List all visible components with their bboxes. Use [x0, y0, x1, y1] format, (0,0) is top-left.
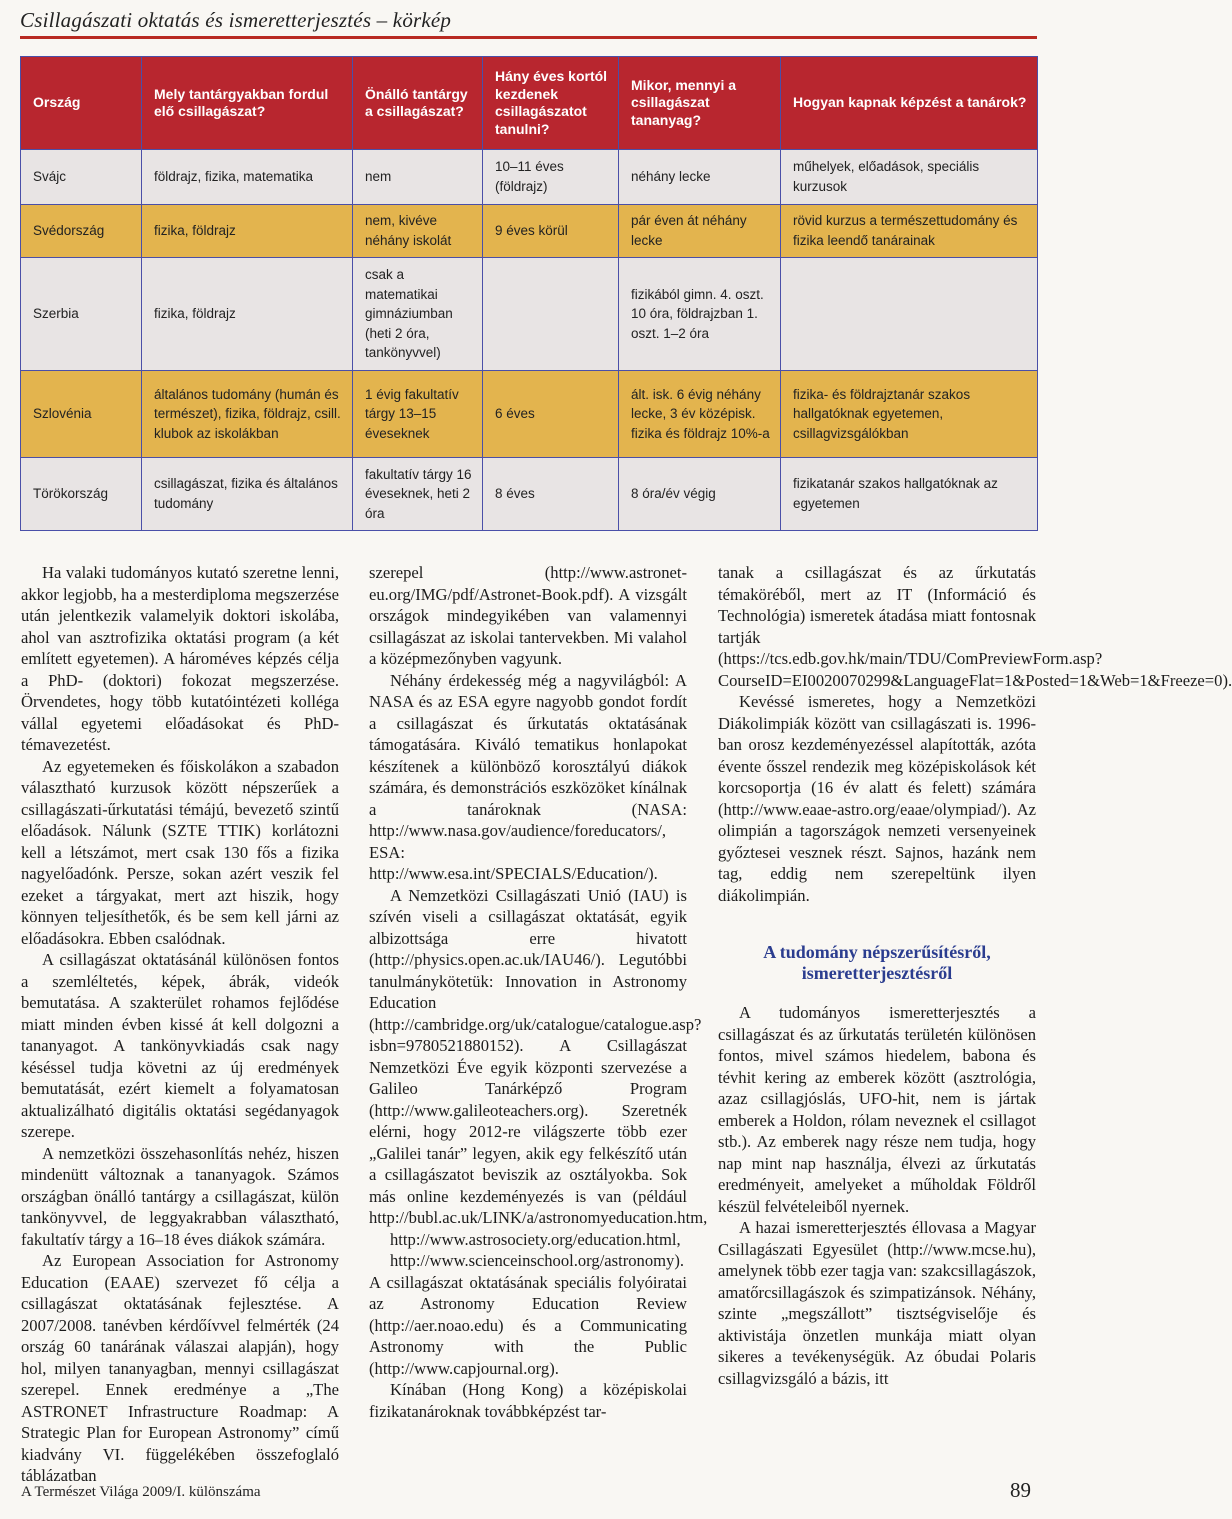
header-standalone: Önálló tantárgy a csillagászat?: [353, 57, 483, 150]
header-rule: [20, 36, 1037, 39]
table-cell: 9 éves körül: [483, 205, 619, 258]
header-country: Ország: [21, 57, 142, 150]
table-cell: rövid kurzus a természettudomány és fizika leendő tanárainak: [781, 205, 1038, 258]
text-column-3: [718, 562, 1232, 1389]
paragraph: http://www.scienceinschool.org/astronomy). A csillagászat oktatásának speciális folyóiratai az Astronomy Education Review (http://aer.noao.edu) és a Communicating Astronomy with the Public (http://www.capjournal.org).: [369, 1251, 687, 1378]
table-cell: Svédország: [21, 205, 142, 258]
table-cell: csak a matematikai gimnáziumban (heti 2 óra, tankönyvvel): [353, 258, 483, 371]
table-cell: néhány lecke: [619, 150, 781, 205]
table-cell: fizikatanár szakos hallgatóknak az egyetemen: [781, 458, 1038, 531]
table-cell: általános tudomány (humán és természet), fizika, földrajz, csill. klubok az iskolákban: [142, 371, 353, 458]
table-cell: Törökország: [21, 458, 142, 531]
table-cell: csillagászat, fizika és általános tudomány: [142, 458, 353, 531]
table-cell: ált. isk. 6 évig néhány lecke, 3 év középisk. fizika és földrajz 10%-a: [619, 371, 781, 458]
paragraph: Az European Association for Astronomy Education (EAAE) szervezet fő célja a csillagászat oktatásának fejlesztése. A 2007/2008. tanévben kérdőívvel felmérték (24 ország 60 tanárának válaszai alapján), hogy hol, milyen tananyagban, mennyi csillagászat szerepel. Ennek eredménye a „The ASTRONET Infrastructure Roadmap: A Strategic Plan for European Astronomy” című kiadvány VI. függelékében összefoglaló táblázatban: [21, 1251, 339, 1485]
table-cell: [483, 258, 619, 371]
table-header-row: [21, 57, 1038, 150]
journal-footer: A Természet Világa 2009/I. különszáma: [21, 1484, 261, 1500]
table-row: [21, 205, 1038, 258]
paragraph: Néhány érdekesség még a nagyvilágból: A NASA és az ESA egyre nagyobb gondot fordít a csillagászat és űrkutatás oktatásának támogatására. Kiváló tematikus honlapokat készítenek a különböző korosztályú diákok számára, és demonstrációs eszközöket kínálnak a tanároknak (NASA: http://www.nasa.gov/audience/foreducators/, ESA: http://www.esa.int/SPECIALS/Education/).: [369, 670, 687, 883]
table-cell: fakultatív tárgy 16 éveseknek, heti 2 óra: [353, 458, 483, 531]
table-cell: 8 éves: [483, 458, 619, 531]
header-subjects: Mely tantárgyakban fordul elő csillagászat?: [142, 57, 353, 150]
page-number: 89: [1010, 1478, 1031, 1502]
paragraph: A csillagászat oktatásánál különösen fontos a szemléltetés, képek, ábrák, videók bemutatása. A szakterület rohamos fejlődése miatt minden évben kissé át kell dolgozni a tananyagot. A tankönyvkiadás csak nagy késéssel tudja követni az új eredmények bemutatását, ezért kiemelt a folyamatosan aktualizálható digitális oktatási segédanyagok szerepe.: [21, 950, 339, 1141]
table-cell: [781, 258, 1038, 371]
text-column-1: [21, 562, 339, 1487]
table-row: [21, 258, 1038, 371]
paragraph: tanak a csillagászat és az űrkutatás témaköréből, mert az IT (Információ és Technológia) ismeretek átadása miatt fontosnak tartják (https://tcs.edb.gov.hk/main/TDU/ComPreviewForm.asp?CourseID=EI0020070299&LanguageFlat=1&Posted=1&Web=1&Freeze=0).: [718, 563, 1232, 690]
running-title: Csillagászati oktatás és ismeretterjesztés – körkép: [20, 8, 452, 32]
table-cell: fizika, földrajz: [142, 258, 353, 371]
table-cell: földrajz, fizika, matematika: [142, 150, 353, 205]
paragraph: Kínában (Hong Kong) a középiskolai fizikatanároknak továbbképzést tar-: [369, 1380, 687, 1421]
table-cell: fizika, földrajz: [142, 205, 353, 258]
table-cell: Svájc: [21, 150, 142, 205]
text-column-2: [369, 562, 708, 1422]
header-amount: Mikor, mennyi a csillagászat tananyag?: [619, 57, 781, 150]
table-cell: nem, kivéve néhány iskolát: [353, 205, 483, 258]
table-cell: 6 éves: [483, 371, 619, 458]
header-teacher-training: Hogyan kapnak képzést a tanárok?: [781, 57, 1038, 150]
paragraph: A Nemzetközi Csillagászati Unió (IAU) is szívén viseli a csillagászat oktatását, egyik albizottsága erre hivatott (http://physics.open.ac.uk/IAU46/). Legutóbbi tanulmánykötetük: Innovation in Astronomy Education (http://cambridge.org/uk/catalogue/catalogue.asp?isbn=9780521880152). A Csillagászat Nemzetközi Éve egyik központi szervezése a Galileo Tanárképző Program (http://www.galileoteachers.org). Szeretnék elérni, hogy 2012-re világszerte több ezer „Galilei tanár” legyen, akik egy felkészítő után a csillagászatot beviszik az osztályokba. Sok más online kezdeményezés is van (például http://bubl.ac.uk/LINK/a/astronomyeducation.htm,: [369, 885, 708, 1227]
paragraph: szerepel (http://www.astronet-eu.org/IMG/pdf/Astronet-Book.pdf). A vizsgált országok mindegyikében van valamennyi csillagászat az iskolai tantervekben. Mi valahol a középmezőnyben vagyunk.: [369, 563, 687, 668]
table-row: [21, 458, 1038, 531]
table-cell: 1 évig fakultatív tárgy 13–15 éveseknek: [353, 371, 483, 458]
paragraph: Ha valaki tudományos kutató szeretne lenni, akkor legjobb, ha a mesterdiploma megszerzése után jelentkezik valamelyik doktori iskolába, ahol van asztrofizika oktatási program (a két említett egyetemen). A hároméves képzés célja a PhD- (doktori) fokozat megszerzése. Örvendetes, hogy több kutatóintézeti kolléga vállal egyetemi előadásokat és PhD-témavezetést.: [21, 563, 339, 754]
paragraph: Kevéssé ismeretes, hogy a Nemzetközi Diákolimpiák között van csillagászati is. 1996-ban orosz kezdeményezéssel alapították, azóta évente ősszel rendezik meg középiskolások két korcsoportja (16 év alatt és felett) számára (http://www.eaae-astro.org/eaae/olympiad/). Az olimpián a tagországok nemzeti versenyeinek győztesei vesznek részt. Sajnos, hazánk nem tag, eddig nem szerepeltünk ilyen diákolimpián.: [718, 692, 1036, 905]
section-heading: A tudomány népszerűsítésről, ismeretterjesztésről: [763, 942, 991, 983]
country-comparison-table: [20, 56, 1038, 531]
table-cell: Szlovénia: [21, 371, 142, 458]
paragraph: A tudományos ismeretterjesztés a csillagászat és az űrkutatás területén különösen fontos, mivel számos hiedelem, babona és tévhit kering az emberek között (asztrológia, azaz csillagjóslás, UFO-hit, nem is jártak emberek a Holdon, rólam neveznek el csillagot stb.). Az emberek nagy része nem tudja, hogy nap mint nap használja, élvezi az űrkutatás eredményeit, amelyeket a műholdak Földről készül felvételeiből nyernek.: [718, 1003, 1036, 1216]
paragraph: A hazai ismeretterjesztés éllovasa a Magyar Csillagászati Egyesület (http://www.mcse.hu), amelynek több ezer tagja van: szakcsillagászok, amatőrcsillagászok és szimpatizánsok. Néhány, szinte „megszállott” tisztségviselője és aktivistája önzetlen munkája miatt olyan sikeres a tevékenységük. Az óbudai Polaris csillagvizsgáló a bázis, itt: [718, 1218, 1036, 1388]
header-start-age: Hány éves kortól kezdenek csillagászatot tanulni?: [483, 57, 619, 150]
paragraph: http://www.astrosociety.org/education.html,: [390, 1229, 681, 1249]
table-row: [21, 371, 1038, 458]
table-cell: 8 óra/év végig: [619, 458, 781, 531]
table-row: [21, 150, 1038, 205]
table-cell: műhelyek, előadások, speciális kurzusok: [781, 150, 1038, 205]
paragraph: A nemzetközi összehasonlítás nehéz, hiszen mindenütt változnak a tananyagok. Számos országban önálló tantárgy a csillagászat, külön tankönyvvel, de leggyakrabban választható, fakultatív tárgy a 16–18 éves diákok számára.: [21, 1143, 339, 1249]
table-cell: fizikából gimn. 4. oszt. 10 óra, földrajzban 1. oszt. 1–2 óra: [619, 258, 781, 371]
table-cell: fizika- és földrajztanár szakos hallgatóknak egyetemen, csillagvizsgálókban: [781, 371, 1038, 458]
table-cell: Szerbia: [21, 258, 142, 371]
table-cell: pár éven át néhány lecke: [619, 205, 781, 258]
table-cell: nem: [353, 150, 483, 205]
table-cell: 10–11 éves (földrajz): [483, 150, 619, 205]
paragraph: Az egyetemeken és főiskolákon a szabadon választható kurzusok között népszerűek a csillagászati-űrkutatási témájú, bevezető szintű előadások. Nálunk (SZTE TTIK) korlátozni kell a létszámot, mert csak 130 fős a fizika nagyelőadónk. Persze, sokan azért veszik fel ezeket a tárgyakat, mert azt hiszik, hogy könnyen teljesíthetők, és be sem kell járni az előadásokra. Ebben csalódnak.: [21, 756, 339, 948]
